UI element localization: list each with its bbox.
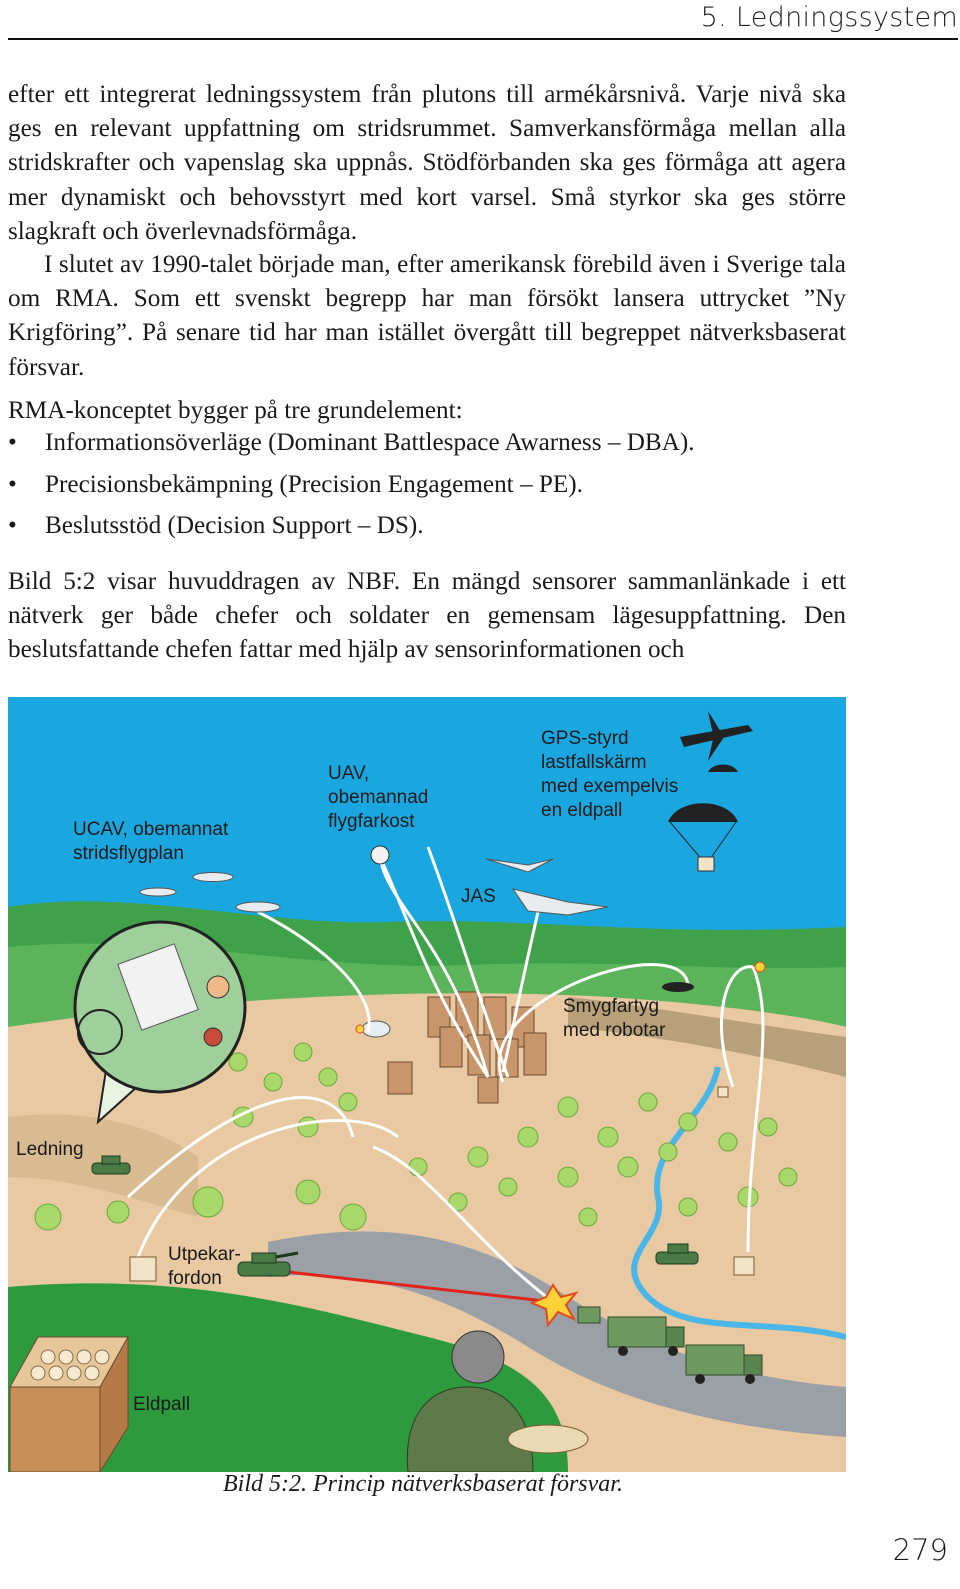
figure-caption: Bild 5:2. Princip nätverksbaserat försvar. (223, 1471, 623, 1497)
label-utpekar: fordon (168, 1268, 222, 1289)
paragraph-1: efter ett integrerat ledningssystem från plutons till armékårsnivå. Varje nivå ska ges en relevant uppfattning om stridsrummet. Samverkansförmåga mellan alla stridskrafter och vapenslag ska uppnås. Stödförbanden ska ges förmåga att agera mer dynamiskt och behovsstyrt med kort varsel. Små styrkor ska ges större slagkraft och överlevnadsförmåga. (8, 81, 846, 245)
bullet-item: • Precisionsbekämpning (Precision Engagement – PE). (8, 468, 846, 502)
label-jas: JAS (461, 886, 496, 907)
bullet-item: • Beslutsstöd (Decision Support – DS). (8, 509, 846, 543)
label-gps: lastfallskärm (541, 752, 647, 773)
label-uav: obemannad (328, 787, 429, 808)
label-ledning: Ledning (16, 1139, 84, 1160)
label-gps: GPS-styrd (541, 728, 629, 749)
label-utpekar: Utpekar- (168, 1244, 241, 1265)
page-number: 279 (892, 1533, 948, 1567)
figure-nbf-illustration (8, 697, 846, 1472)
label-smyg: med robotar (563, 1020, 666, 1041)
illustration-svg (8, 697, 846, 1472)
chapter-title: 5. Ledningssystem (700, 2, 958, 33)
paragraph-2: I slutet av 1990-talet började man, efter amerikansk förebild även i Sverige tala om RMA. Som ett svenskt begrepp har man försökt lansera uttrycket ”Ny Krigföring”. På senare tid har man istället övergått till begreppet nätverksbaserat försvar. (8, 251, 846, 381)
impact-icon (356, 1025, 364, 1033)
water-tower (362, 1021, 390, 1037)
uav-dish-icon (371, 846, 389, 864)
label-gps: en eldpall (541, 800, 623, 821)
label-ucav: stridsflygplan (73, 843, 184, 864)
label-uav: flygfarkost (328, 811, 415, 832)
label-ucav: UCAV, obemannat (73, 819, 229, 840)
paragraph-4: Bild 5:2 visar huvuddragen av NBF. En mängd sensorer sammanlänkade i ett nätverk ger både chefer och soldater en gemensam lägesuppfattning. Den beslutsfattande chefen fattar med hjälp av sensorinformationen och (8, 568, 846, 664)
truck-icon (578, 1307, 600, 1323)
label-gps: med exempelvis (541, 776, 679, 797)
sensor-box-icon (718, 1087, 728, 1097)
page-header (8, 0, 958, 40)
label-uav: UAV, (328, 763, 370, 784)
label-eldpall: Eldpall (133, 1394, 191, 1415)
eldpall-crate-icon (10, 1337, 128, 1472)
sensor-box-icon (130, 1257, 156, 1281)
bullet-item: • Informationsöverläge (Dominant Battlespace Awarness – DBA). (8, 426, 846, 460)
stealth-ship-icon (662, 982, 694, 992)
bullet-list (8, 426, 846, 551)
impact-icon (755, 962, 765, 972)
sensor-box-icon (734, 1257, 754, 1275)
label-smyg: Smygfartyg (563, 996, 660, 1017)
paragraph-3: RMA-konceptet bygger på tre grundelement: (8, 397, 463, 424)
